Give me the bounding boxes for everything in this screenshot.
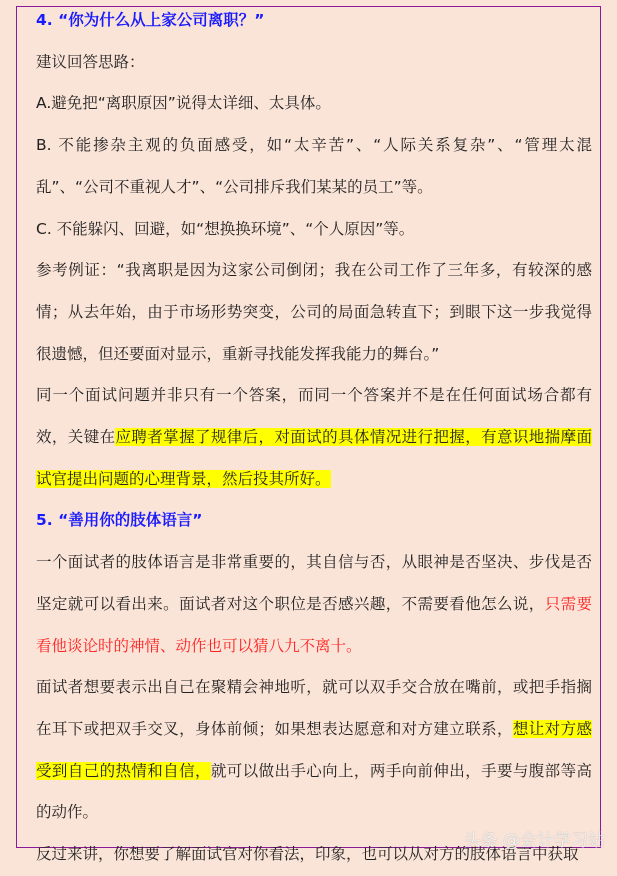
summary-paragraph: [36, 375, 592, 500]
tip-b: B. 不能掺杂主观的负面感受，如“太辛苦”、“人际关系复杂”、“管理太混乱”、“公司不重视人才”、“公司排斥我们某某的员工”等。: [36, 136, 592, 196]
p1-emphasis: 只需要看他谈论时的神情、动作也可以猜八九不离十。: [36, 594, 592, 655]
body-language-paragraph-1: [36, 542, 592, 667]
tip-c: C. 不能躲闪、回避，如“想换换环境”、“个人原因”等。: [36, 219, 415, 238]
watermark: 头条 @会计学习站: [463, 831, 605, 851]
summary-highlight: 应聘者掌握了规律后，对面试的具体情况进行把握，有意识地揣摩面试官提出问题的心理背景，然后投其所好。: [36, 428, 592, 488]
summary-text: 同一个面试问题并非只有一个答案，而同一个答案并不是在任何面试场合都有效，关键在: [36, 386, 592, 447]
p1-text: 一个面试者的肢体语言是非常重要的，其自信与否，从眼神是否坚决、步伐是否坚定就可以看出来。面试者对这个职位是否感兴趣，不需要看他怎么说，: [36, 553, 592, 613]
section-4-heading: 4. “你为什么从上家公司离职？”: [36, 11, 265, 29]
article-content: [36, 0, 592, 876]
p2-highlight: 想让对方感受到自己的热情和自信，: [36, 719, 592, 780]
tip-a: A.避免把“离职原因”说得太详细、太具体。: [36, 94, 331, 113]
body-language-paragraph-3: 反过来讲，你想要了解面试官对你看法，印象，也可以从对方的肢体语言中获取: [36, 845, 579, 864]
section-5-heading: 5. “善用你的肢体语言”: [36, 511, 203, 530]
p2-text: 面试者想要表示出自己在聚精会神地听，就可以双手交合放在嘴前，或把手指搁在耳下或把双手交叉，身体前倾；如果想表达愿意和对方建立联系，: [36, 678, 592, 738]
example-paragraph: 参考例证：“我离职是因为这家公司倒闭；我在公司工作了三年多，有较深的感情；从去年始，由于市场形势突变，公司的局面急转直下；到眼下这一步我觉得很遗憾，但还要面对显示，重新寻找能发挥我能力的舞台。”: [36, 261, 592, 363]
p2-tail: 就可以做出手心向上，两手向前伸出，手要与腹部等高的动作。: [36, 761, 592, 822]
answer-intro: 建议回答思路：: [36, 52, 145, 71]
body-language-paragraph-2: [36, 667, 592, 834]
